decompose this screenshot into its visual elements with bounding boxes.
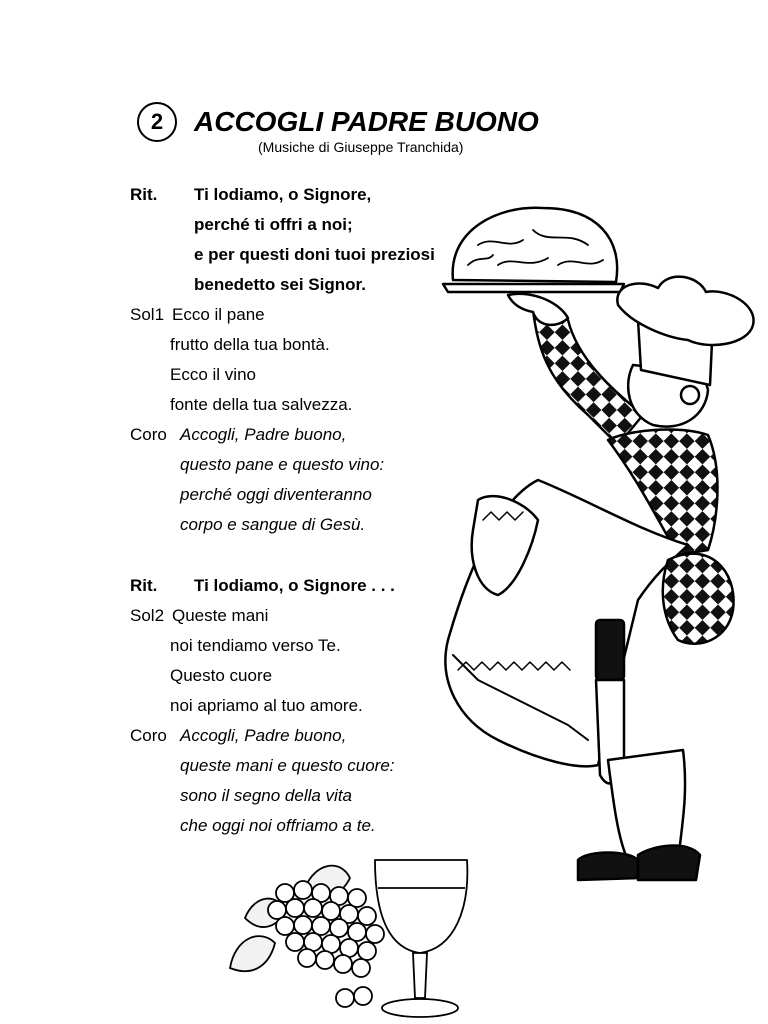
refrain-label: Rit. — [130, 185, 158, 204]
choir2-line: queste mani e questo cuore: — [180, 756, 395, 775]
song-number-badge — [137, 102, 177, 142]
choir2-label: Coro — [130, 726, 167, 745]
refrain2-line: Ti lodiamo, o Signore . . . — [194, 576, 395, 595]
grapes-and-wine-illustration — [225, 848, 480, 1024]
song-number: 2 — [150, 109, 164, 134]
tray — [443, 284, 624, 292]
refrain2-label: Rit. — [130, 576, 158, 595]
choir2-line: sono il segno della vita — [180, 786, 353, 805]
chef-shoe — [638, 846, 700, 880]
chef-shoe — [578, 853, 638, 881]
knife-handle — [596, 620, 624, 680]
refrain-line: benedetto sei Signor. — [194, 275, 366, 294]
song-subtitle: (Musiche di Giuseppe Tranchida) — [258, 139, 464, 155]
grape-cluster — [268, 881, 384, 1007]
grape-leaf — [230, 936, 275, 971]
choir2-line: Accogli, Padre buono, — [180, 726, 347, 745]
wine-glass-stem — [413, 953, 427, 998]
wine-glass-base — [382, 999, 458, 1017]
choir1-line: perché oggi diventeranno — [180, 485, 372, 504]
solo1-line: fonte della tua salvezza. — [170, 395, 353, 414]
solo2-line: noi tendiamo verso Te. — [170, 636, 341, 655]
choir2-line: che oggi noi offriamo a te. — [180, 816, 376, 835]
refrain-line: perché ti offri a noi; — [194, 215, 353, 234]
chef-illustration — [438, 200, 763, 895]
solo2-label: Sol2 — [130, 606, 165, 625]
song-title: ACCOGLI PADRE BUONO — [194, 106, 539, 137]
choir1-label: Coro — [130, 425, 167, 444]
refrain-line: e per questi doni tuoi preziosi — [194, 245, 435, 264]
choir1-line: questo pane e questo vino: — [180, 455, 385, 474]
solo1-line: frutto della tua bontà. — [170, 335, 330, 354]
wine-glass-bowl — [375, 860, 467, 953]
solo2-line: Queste mani — [172, 606, 269, 625]
solo2-line: Questo cuore — [170, 666, 273, 685]
solo1-line: Ecco il vino — [170, 365, 256, 384]
solo2-line: noi apriamo al tuo amore. — [170, 696, 363, 715]
solo1-label: Sol1 — [130, 305, 165, 324]
choir1-line: corpo e sangue di Gesù. — [180, 515, 366, 534]
solo1-line: Ecco il pane — [172, 305, 265, 324]
refrain-line: Ti lodiamo, o Signore, — [194, 185, 372, 204]
choir1-line: Accogli, Padre buono, — [180, 425, 347, 444]
